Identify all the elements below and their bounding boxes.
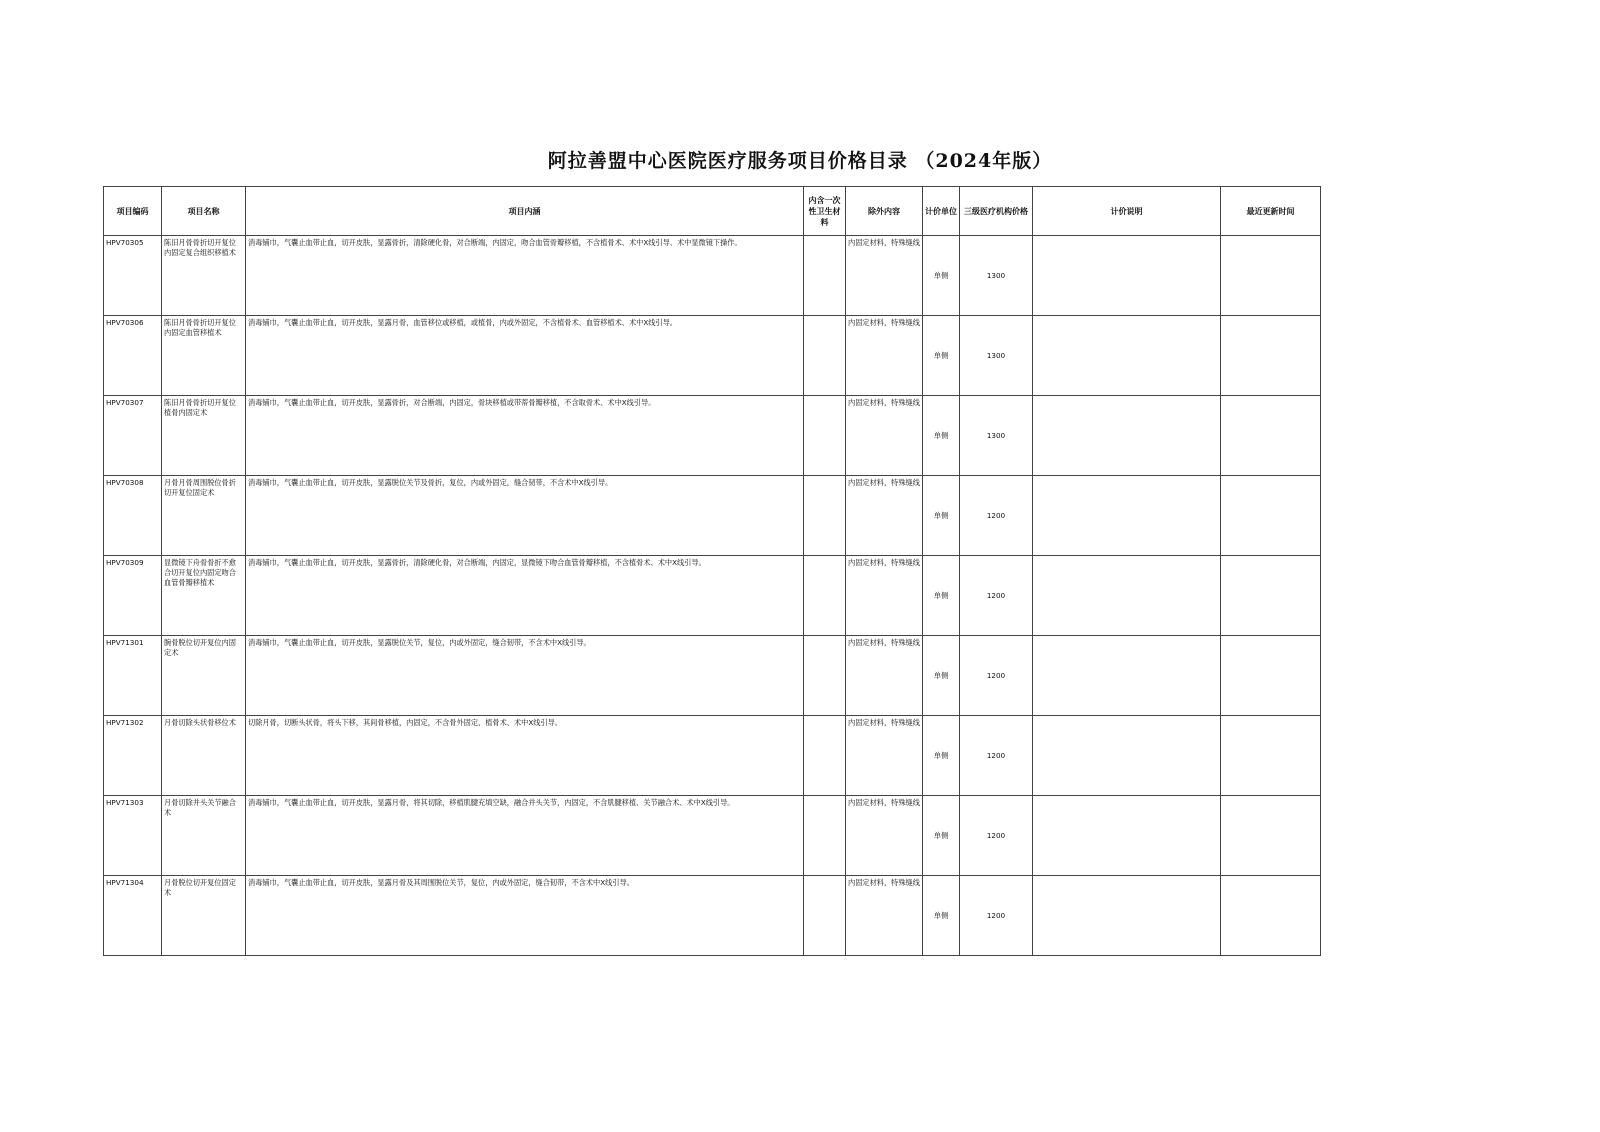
cell-unit: 单侧	[923, 396, 960, 476]
cell-content: 消毒铺巾，气囊止血带止血，切开皮肤，显露脱位关节，复位，内或外固定，缝合韧带，不含术中X线引导。	[246, 636, 804, 716]
cell-unit: 单侧	[923, 236, 960, 316]
cell-code: HPV71303	[104, 796, 162, 876]
header-material: 内含一次性卫生材料	[804, 187, 846, 236]
cell-note	[1033, 316, 1221, 396]
cell-exclusion: 内固定材料，特殊缝线	[846, 396, 923, 476]
cell-unit: 单侧	[923, 716, 960, 796]
cell-code: HPV70305	[104, 236, 162, 316]
cell-name: 显微镜下舟骨骨折不愈合切开复位内固定吻合血管骨瓣移植术	[162, 556, 246, 636]
cell-price: 1200	[960, 556, 1033, 636]
header-content: 项目内涵	[246, 187, 804, 236]
cell-code: HPV71302	[104, 716, 162, 796]
cell-code: HPV70307	[104, 396, 162, 476]
cell-content: 消毒铺巾，气囊止血带止血，切开皮肤，显露骨折，对合断端，内固定，骨块移植或带蒂骨瓣移植，不含取骨术、术中X线引导。	[246, 396, 804, 476]
cell-content: 消毒铺巾，气囊止血带止血，切开皮肤，显露骨折，清除硬化骨，对合断端，内固定，吻合血管骨瓣移植，不含植骨术、术中X线引导、术中显微镜下操作。	[246, 236, 804, 316]
cell-updated	[1221, 636, 1321, 716]
cell-price: 1300	[960, 396, 1033, 476]
cell-exclusion: 内固定材料，特殊缝线	[846, 476, 923, 556]
table-body	[104, 236, 1321, 956]
cell-content: 切除月骨，切断头状骨，将头下移，其间骨移植，内固定，不含骨外固定、植骨术、术中X线引导。	[246, 716, 804, 796]
header-price: 三级医疗机构价格	[960, 187, 1033, 236]
cell-exclusion: 内固定材料，特殊缝线	[846, 636, 923, 716]
cell-note	[1033, 476, 1221, 556]
cell-material	[804, 396, 846, 476]
cell-note	[1033, 716, 1221, 796]
header-note: 计价说明	[1033, 187, 1221, 236]
cell-material	[804, 716, 846, 796]
cell-updated	[1221, 876, 1321, 956]
cell-name: 月骨月骨周围脱位骨折切开复位固定术	[162, 476, 246, 556]
table-row	[104, 716, 1321, 796]
cell-updated	[1221, 316, 1321, 396]
cell-exclusion: 内固定材料，特殊缝线	[846, 876, 923, 956]
table-row	[104, 636, 1321, 716]
cell-exclusion: 内固定材料，特殊缝线	[846, 556, 923, 636]
cell-unit: 单侧	[923, 876, 960, 956]
cell-updated	[1221, 236, 1321, 316]
table-row	[104, 396, 1321, 476]
cell-note	[1033, 236, 1221, 316]
cell-material	[804, 316, 846, 396]
cell-name: 月骨切除头状骨移位术	[162, 716, 246, 796]
cell-name: 陈旧月骨骨折切开复位内固定复合组织移植术	[162, 236, 246, 316]
cell-content: 消毒铺巾，气囊止血带止血，切开皮肤，显露骨折，清除硬化骨，对合断端，内固定，显微镜下吻合血管骨瓣移植，不含植骨术、术中X线引导。	[246, 556, 804, 636]
price-table	[103, 186, 1321, 956]
cell-updated	[1221, 556, 1321, 636]
header-updated: 最近更新时间	[1221, 187, 1321, 236]
cell-price: 1200	[960, 716, 1033, 796]
cell-code: HPV70306	[104, 316, 162, 396]
table-row	[104, 236, 1321, 316]
cell-updated	[1221, 796, 1321, 876]
cell-unit: 单侧	[923, 556, 960, 636]
cell-material	[804, 636, 846, 716]
cell-material	[804, 476, 846, 556]
cell-note	[1033, 396, 1221, 476]
cell-unit: 单侧	[923, 636, 960, 716]
cell-exclusion: 内固定材料，特殊缝线	[846, 716, 923, 796]
cell-name: 月骨切除并头关节融合术	[162, 796, 246, 876]
cell-price: 1200	[960, 636, 1033, 716]
table-header	[104, 187, 1321, 236]
cell-code: HPV71301	[104, 636, 162, 716]
cell-price: 1200	[960, 796, 1033, 876]
header-row	[104, 187, 1321, 236]
cell-material	[804, 796, 846, 876]
cell-note	[1033, 556, 1221, 636]
cell-content: 消毒铺巾，气囊止血带止血，切开皮肤，显露月骨，血管移位或移植，或植骨，内或外固定，不含植骨术、血管移植术、术中X线引导。	[246, 316, 804, 396]
cell-unit: 单侧	[923, 796, 960, 876]
cell-code: HPV70309	[104, 556, 162, 636]
header-name: 项目名称	[162, 187, 246, 236]
cell-content: 消毒铺巾，气囊止血带止血，切开皮肤，显露月骨，将其切除，移植肌腱充填空缺，融合并头关节，内固定，不含肌腱移植、关节融合术、术中X线引导。	[246, 796, 804, 876]
cell-exclusion: 内固定材料，特殊缝线	[846, 236, 923, 316]
cell-material	[804, 236, 846, 316]
header-exclusion: 除外内容	[846, 187, 923, 236]
cell-updated	[1221, 476, 1321, 556]
cell-updated	[1221, 716, 1321, 796]
cell-price: 1300	[960, 316, 1033, 396]
cell-unit: 单侧	[923, 316, 960, 396]
table-row	[104, 556, 1321, 636]
cell-price: 1300	[960, 236, 1033, 316]
cell-exclusion: 内固定材料，特殊缝线	[846, 796, 923, 876]
cell-name: 月骨脱位切开复位固定术	[162, 876, 246, 956]
cell-exclusion: 内固定材料，特殊缝线	[846, 316, 923, 396]
cell-note	[1033, 796, 1221, 876]
cell-price: 1200	[960, 876, 1033, 956]
cell-material	[804, 556, 846, 636]
cell-name: 陈旧月骨骨折切开复位植骨内固定术	[162, 396, 246, 476]
cell-code: HPV70308	[104, 476, 162, 556]
cell-unit: 单侧	[923, 476, 960, 556]
header-unit: 计价单位	[923, 187, 960, 236]
table-row	[104, 476, 1321, 556]
cell-updated	[1221, 396, 1321, 476]
table-row	[104, 316, 1321, 396]
cell-note	[1033, 636, 1221, 716]
cell-material	[804, 876, 846, 956]
cell-code: HPV71304	[104, 876, 162, 956]
cell-name: 陈旧月骨骨折切开复位内固定血管移植术	[162, 316, 246, 396]
table-row	[104, 876, 1321, 956]
cell-price: 1200	[960, 476, 1033, 556]
table-row	[104, 796, 1321, 876]
cell-content: 消毒铺巾，气囊止血带止血，切开皮肤，显露月骨及其周围脱位关节，复位，内或外固定，缝合韧带，不含术中X线引导。	[246, 876, 804, 956]
page-title: 阿拉善盟中心医院医疗服务项目价格目录 （2024年版）	[547, 150, 1053, 172]
header-code: 项目编码	[104, 187, 162, 236]
cell-content: 消毒铺巾，气囊止血带止血，切开皮肤，显露脱位关节及骨折，复位，内或外固定，缝合韧带，不含术中X线引导。	[246, 476, 804, 556]
cell-name: 腕骨脱位切开复位内固定术	[162, 636, 246, 716]
cell-note	[1033, 876, 1221, 956]
